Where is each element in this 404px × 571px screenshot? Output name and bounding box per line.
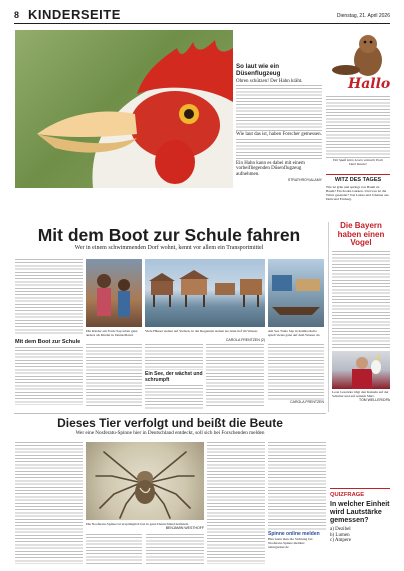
top-story-headline: So laut wie ein Düsenflugzeug — [236, 63, 281, 77]
spider-column-4 — [207, 442, 265, 564]
bayern-story — [328, 222, 390, 412]
spider-info-text: Hier kann man die Sichtung bei Nosferatu-Spinne melden: naturgucker.de — [268, 537, 313, 550]
section-divider — [14, 413, 326, 414]
top-story-text-body — [236, 85, 322, 132]
joke-title: WITZ DES TAGES — [334, 177, 382, 183]
issue-date: Dienstag, 21. April 2026 — [336, 13, 390, 19]
quiz-box — [330, 488, 390, 564]
top-story-text-body-2 — [236, 139, 322, 161]
quiz-answer-b: b) Lumen — [330, 532, 350, 538]
quiz-title: QUIZFRAGE — [330, 492, 365, 498]
top-story — [236, 63, 322, 188]
top-story-credit: STRATHROY/ALAMY — [287, 178, 322, 183]
spider-info-title: Spinne online melden — [268, 531, 320, 537]
page-number: 8 — [14, 10, 20, 20]
hallo-greeting: Hallo — [348, 76, 391, 92]
main-intro-text — [15, 259, 83, 335]
spider-photo — [86, 442, 204, 520]
main-inline-headline: Mit dem Boot zur Schule — [15, 339, 81, 345]
stilt-village-photo — [145, 259, 265, 327]
caption-stilts: Viele Häuser stehen auf Stelzen, in der Regenzeit stehen sie dann tief im Wasser. — [145, 329, 259, 333]
section-title: KINDERSEITE — [28, 7, 121, 22]
top-story-sentence-2: Wie laut das ist, haben Forscher gemessen. — [236, 132, 322, 138]
main-column-3-text — [145, 344, 203, 370]
stilt-houses-illustration — [145, 259, 265, 327]
spider-headline: Dieses Tier verfolgt und beißt die Beute — [57, 416, 283, 430]
main-headline: Mit dem Boot zur Schule fahren — [37, 225, 301, 245]
rooster-photo — [15, 30, 233, 188]
spider-column-1 — [15, 442, 83, 564]
beaver-mascot-icon — [326, 30, 390, 80]
caption-kids: Die Kinder am Tonle Sap leben ganz anders als Kinder in Deutschland. — [86, 329, 138, 337]
spider-column-5 — [268, 442, 326, 564]
bayern-body — [332, 251, 390, 349]
caption-boat: Am See Tonle Sap in Kambodscha spielt vieles ganz auf dem Wasser ab. — [268, 329, 321, 337]
quiz-answer-a: a) Dezibel — [330, 527, 351, 533]
boat-illustration — [268, 259, 324, 327]
page-header — [14, 8, 390, 24]
main-column-3 — [145, 344, 203, 408]
quiz-answer-c: c) Ampere — [330, 538, 351, 544]
spider-column-2 — [86, 534, 142, 564]
hallo-box — [326, 30, 390, 172]
photo-credit-2: CAROLA FRENTZEN — [290, 400, 324, 404]
kids-photo — [86, 259, 142, 327]
joke-text: Wie ist grün und springt von Baum zu Baum? Ein Kodel-Gurken. Und was ist die Witze gesendet? Von Lukas und Johanna aus Dem und Ernberg. — [326, 185, 389, 201]
main-column-2 — [86, 344, 142, 408]
top-story-sentence-1: Ohren schützen! Der Hahn kräht. — [236, 79, 303, 84]
main-subhead-mid: Ein See, der wächst und schrumpft — [145, 371, 203, 383]
top-story-sentence-3: Ein Hahn kann es dabei mit einem vorbeifliegenden Düsenflugzeug aufnehmen. — [236, 160, 305, 177]
spider-caption-text: Die Nosferatu-Spinne ist ursprünglich fast in ganz Deutschland heimisch. — [86, 522, 190, 526]
children-illustration — [86, 259, 142, 327]
bayern-headline: Die Bayern haben einen Vogel — [337, 221, 385, 247]
spider-credit: BENJAMIN WESTHOFF — [165, 526, 204, 530]
main-left-body — [15, 347, 83, 405]
rooster-illustration — [15, 30, 233, 188]
hallo-signoff: Viel Spaß beim Lesen wünscht Euch Dani Kacker — [332, 158, 384, 166]
spider-column-5-text — [268, 442, 326, 530]
main-column-5-text — [268, 344, 324, 400]
spider-subhead: Wer eine Nosferatu-Spinne hier in Deutschland entdeckt, soll sich bei Forschenden melden — [75, 430, 265, 436]
player-with-cockatoo-illustration — [332, 351, 390, 389]
main-subhead: Wer in einem schwimmenden Dorf wohnt, kennt vor allem ein Transportmittel — [74, 245, 264, 251]
bayern-caption: Leon Goretzka trägt den Kakadu auf der Schulter und auf seinem Shirt. — [332, 389, 389, 398]
spider-caption — [86, 522, 204, 530]
main-column-3-text-2 — [145, 385, 203, 409]
main-column-5 — [268, 344, 324, 408]
bayern-credit: TOM WELLER/DPA — [359, 397, 390, 402]
hallo-body-text — [326, 96, 390, 158]
main-column-4 — [206, 344, 264, 408]
photo-credit-1: CAROLA FRENTZEN (2) — [225, 338, 265, 342]
joke-box — [326, 174, 390, 220]
quiz-question: In welcher Einheit wird Lautstärke gemessen? — [330, 501, 390, 524]
main-left-column — [15, 259, 83, 409]
spider-column-3 — [146, 534, 204, 564]
spider-illustration — [86, 442, 204, 520]
bayern-photo — [332, 351, 390, 389]
boat-village-photo — [268, 259, 324, 327]
